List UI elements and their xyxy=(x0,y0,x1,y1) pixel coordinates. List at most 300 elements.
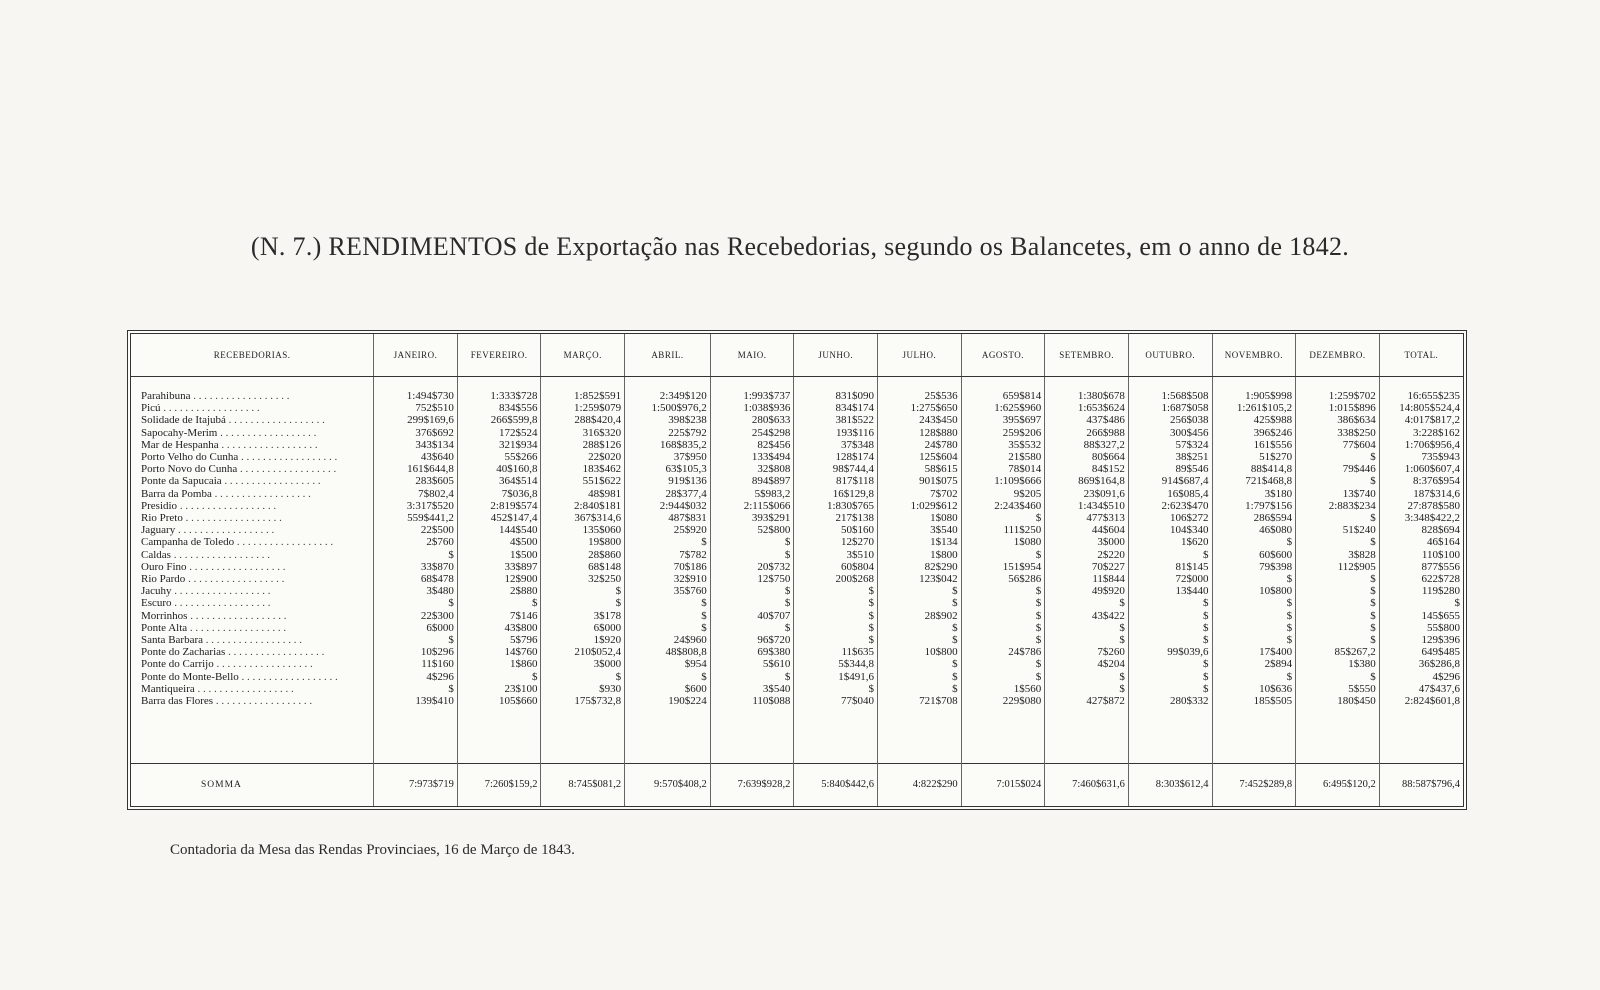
revenue-cell: 7$036,8 xyxy=(457,488,541,500)
total-cell: 7:452$289,8 xyxy=(1212,764,1296,807)
revenue-cell: 367$314,6 xyxy=(541,512,625,524)
recebedoria-name: Porto Novo do Cunha . . . xyxy=(131,463,374,475)
column-header: JANEIRO. xyxy=(374,334,458,377)
recebedoria-name: Mantiqueira . . . xyxy=(131,683,374,695)
revenue-cell: 99$039,6 xyxy=(1128,646,1212,658)
recebedoria-name: Rio Pardo . . . xyxy=(131,573,374,585)
table-row xyxy=(131,500,1463,512)
revenue-cell: 46$080 xyxy=(1212,524,1296,536)
revenue-cell: 259$206 xyxy=(961,427,1045,439)
revenue-cell: $ xyxy=(1128,671,1212,683)
recebedoria-name: Mar de Hespanha . . . xyxy=(131,439,374,451)
revenue-cell: $ xyxy=(1296,634,1380,646)
revenue-cell: 180$450 xyxy=(1296,695,1380,707)
spacer-cell xyxy=(710,377,794,391)
revenue-cell: 2$894 xyxy=(1212,658,1296,670)
revenue-cell: $ xyxy=(625,622,711,634)
revenue-cell: 60$600 xyxy=(1212,549,1296,561)
revenue-cell: 649$485 xyxy=(1421,646,1460,659)
revenue-cell: 1$080 xyxy=(961,536,1045,548)
revenue-cell: $ xyxy=(1296,512,1380,524)
column-header: TOTAL. xyxy=(1379,334,1463,377)
spacer-cell xyxy=(1212,377,1296,391)
revenue-cell: 266$599,8 xyxy=(457,414,541,426)
footer-note: Contadoria da Mesa das Rendas Provinciaes, 16 de Março de 1843. xyxy=(170,842,575,858)
spacer-cell xyxy=(457,707,541,763)
total-cell: 5:840$442,6 xyxy=(794,764,878,807)
table-row xyxy=(131,512,1463,524)
revenue-cell: 869$164,8 xyxy=(1045,475,1129,487)
revenue-cell: 225$792 xyxy=(625,427,711,439)
revenue-cell: 2$220 xyxy=(1045,549,1129,561)
revenue-cell: 48$981 xyxy=(541,488,625,500)
revenue-cell: 16$129,8 xyxy=(794,488,878,500)
revenue-cell: 36$286,8 xyxy=(1418,658,1460,671)
revenue-cell: 266$988 xyxy=(1045,427,1129,439)
revenue-cell: 7$260 xyxy=(1045,646,1129,658)
revenue-cell: $ xyxy=(1212,610,1296,622)
table-row xyxy=(131,597,1463,609)
table-row xyxy=(131,536,1463,548)
revenue-cell: 78$014 xyxy=(961,463,1045,475)
revenue-cell: 2:349$120 xyxy=(625,390,711,402)
total-cell: 6:495$120,2 xyxy=(1296,764,1380,807)
revenue-cell: 187$314,6 xyxy=(1413,487,1460,500)
spacer-cell xyxy=(541,707,625,763)
revenue-cell: 77$040 xyxy=(794,695,878,707)
revenue-cell: 721$468,8 xyxy=(1212,475,1296,487)
spacer-cell xyxy=(1045,707,1129,763)
revenue-cell: 55$266 xyxy=(457,451,541,463)
revenue-cell: 427$872 xyxy=(1045,695,1129,707)
recebedoria-name: Ponte do Zacharias . . . xyxy=(131,646,374,658)
revenue-cell: 4:017$817,2 xyxy=(1404,414,1460,427)
revenue-cell: 28$902 xyxy=(878,610,962,622)
revenue-cell: 119$280 xyxy=(1421,585,1460,598)
revenue-cell: 1:109$666 xyxy=(961,475,1045,487)
revenue-cell: 72$000 xyxy=(1128,573,1212,585)
revenue-cell: $ xyxy=(961,622,1045,634)
revenue-cell: 106$272 xyxy=(1128,512,1212,524)
revenue-cell: 217$138 xyxy=(794,512,878,524)
revenue-cell: 831$090 xyxy=(794,390,878,402)
spacer-cell xyxy=(625,707,711,763)
table-row xyxy=(131,451,1463,463)
revenue-cell: $ xyxy=(1212,536,1296,548)
revenue-cell: 23$091,6 xyxy=(1045,488,1129,500)
revenue-cell: 44$604 xyxy=(1045,524,1129,536)
column-header: ABRIL. xyxy=(625,334,711,377)
table-row xyxy=(131,695,1463,707)
spacer-cell xyxy=(878,377,962,391)
revenue-cell: 175$732,8 xyxy=(541,695,625,707)
revenue-cell: 14:805$524,4 xyxy=(1399,402,1460,415)
revenue-cell: 1$800 xyxy=(878,549,962,561)
revenue-cell: $ xyxy=(1128,622,1212,634)
revenue-cell: 280$633 xyxy=(710,414,794,426)
revenue-cell: 2:115$066 xyxy=(710,500,794,512)
recebedoria-name: Campanha de Toledo . . . xyxy=(131,536,374,548)
revenue-cell: 321$934 xyxy=(457,439,541,451)
recebedoria-name: Sapocahy-Merim . . . xyxy=(131,427,374,439)
spacer-cell xyxy=(878,707,962,763)
page-title: (N. 7.) RENDIMENTOS de Exportação nas Recebedorias, segundo os Balancetes, em o anno de 1842. xyxy=(250,232,1350,261)
revenue-cell: 28$377,4 xyxy=(625,488,711,500)
revenue-cell: 364$514 xyxy=(457,475,541,487)
recebedoria-name: Escuro . . . xyxy=(131,597,374,609)
revenue-cell: 3$180 xyxy=(1212,488,1296,500)
revenue-cell: 183$462 xyxy=(541,463,625,475)
column-header: FEVEREIRO. xyxy=(457,334,541,377)
spacer-cell xyxy=(1379,707,1463,763)
revenue-cell: $ xyxy=(1045,683,1129,695)
revenue-cell: 3$510 xyxy=(794,549,878,561)
table-body xyxy=(131,377,1463,807)
revenue-cell: 12$750 xyxy=(710,573,794,585)
recebedoria-name: Jacuhy . . . xyxy=(131,585,374,597)
revenue-cell: 1:259$702 xyxy=(1296,390,1380,402)
recebedoria-name: Solidade de Itajubá . . . xyxy=(131,414,374,426)
revenue-cell: $ xyxy=(794,597,878,609)
revenue-cell: 381$522 xyxy=(794,414,878,426)
revenue-cell: $ xyxy=(1454,597,1460,610)
revenue-cell: 139$410 xyxy=(374,695,458,707)
revenue-cell: 398$238 xyxy=(625,414,711,426)
total-cell: 7:973$719 xyxy=(374,764,458,807)
revenue-cell: $ xyxy=(1128,597,1212,609)
revenue-cell: 914$687,4 xyxy=(1128,475,1212,487)
total-cell: 7:015$024 xyxy=(961,764,1045,807)
revenue-cell: 5$983,2 xyxy=(710,488,794,500)
revenue-cell: 135$060 xyxy=(541,524,625,536)
revenue-cell: 24$780 xyxy=(878,439,962,451)
revenue-table-frame xyxy=(127,330,1467,810)
table-row xyxy=(131,573,1463,585)
revenue-cell: 32$250 xyxy=(541,573,625,585)
revenue-cell: 721$708 xyxy=(878,695,962,707)
revenue-cell: 3$480 xyxy=(374,585,458,597)
revenue-cell: 88$327,2 xyxy=(1045,439,1129,451)
revenue-cell: 1$500 xyxy=(457,549,541,561)
table-row xyxy=(131,488,1463,500)
revenue-cell: $ xyxy=(961,512,1045,524)
revenue-cell: 16:655$235 xyxy=(1407,390,1460,402)
column-header: SETEMBRO. xyxy=(1045,334,1129,377)
revenue-cell: $ xyxy=(1128,634,1212,646)
revenue-cell: 1:038$936 xyxy=(710,402,794,414)
revenue-cell: 894$897 xyxy=(710,475,794,487)
revenue-cell: 7$782 xyxy=(625,549,711,561)
revenue-cell: 12$900 xyxy=(457,573,541,585)
revenue-cell: 2$760 xyxy=(374,536,458,548)
revenue-cell: 622$728 xyxy=(1421,573,1460,586)
revenue-cell: $ xyxy=(878,658,962,670)
total-cell: 7:260$159,2 xyxy=(457,764,541,807)
revenue-cell: 68$148 xyxy=(541,561,625,573)
revenue-cell: 2:243$460 xyxy=(961,500,1045,512)
revenue-cell: $ xyxy=(961,658,1045,670)
revenue-cell: 1:905$998 xyxy=(1212,390,1296,402)
total-cell: 9:570$408,2 xyxy=(625,764,711,807)
revenue-cell: 19$800 xyxy=(541,536,625,548)
revenue-cell: 1:275$650 xyxy=(878,402,962,414)
revenue-cell: 1:261$105,2 xyxy=(1212,402,1296,414)
table-row xyxy=(131,414,1463,426)
column-header: MAIO. xyxy=(710,334,794,377)
revenue-cell: 300$456 xyxy=(1128,427,1212,439)
revenue-cell: 68$478 xyxy=(374,573,458,585)
revenue-cell: 1:380$678 xyxy=(1045,390,1129,402)
revenue-cell: 79$398 xyxy=(1212,561,1296,573)
revenue-cell: $ xyxy=(878,683,962,695)
revenue-cell: 43$640 xyxy=(374,451,458,463)
spacer-cell xyxy=(1296,707,1380,763)
revenue-cell: 1:015$896 xyxy=(1296,402,1380,414)
recebedoria-name: Ponte da Sapucaia . . . xyxy=(131,475,374,487)
revenue-cell: 25$920 xyxy=(625,524,711,536)
revenue-cell: $ xyxy=(1296,622,1380,634)
revenue-cell: 69$380 xyxy=(710,646,794,658)
revenue-cell: 11$635 xyxy=(794,646,878,658)
revenue-cell: 16$085,4 xyxy=(1128,488,1212,500)
revenue-cell: 10$636 xyxy=(1212,683,1296,695)
spacer-cell xyxy=(794,377,878,391)
revenue-cell: $ xyxy=(1128,549,1212,561)
revenue-cell: $ xyxy=(1296,597,1380,609)
revenue-cell: 1:060$607,4 xyxy=(1404,463,1460,476)
revenue-cell: 77$604 xyxy=(1296,439,1380,451)
revenue-cell: $ xyxy=(541,671,625,683)
revenue-cell: 105$660 xyxy=(457,695,541,707)
revenue-cell: 425$988 xyxy=(1212,414,1296,426)
column-header: JUNHO. xyxy=(794,334,878,377)
revenue-cell: $ xyxy=(374,683,458,695)
spacer-cell xyxy=(1296,377,1380,391)
revenue-cell: 145$655 xyxy=(1421,609,1460,622)
revenue-cell: 161$556 xyxy=(1212,439,1296,451)
column-header-recebedorias: RECEBEDORIAS. xyxy=(131,334,374,377)
table-header-row xyxy=(131,334,1463,377)
revenue-cell: 1$920 xyxy=(541,634,625,646)
revenue-cell: 437$486 xyxy=(1045,414,1129,426)
recebedoria-name: Barra das Flores . . . xyxy=(131,695,374,707)
revenue-cell: 32$910 xyxy=(625,573,711,585)
totals-row xyxy=(131,764,1463,807)
table-row xyxy=(131,463,1463,475)
revenue-cell: 11$160 xyxy=(374,658,458,670)
revenue-cell: 817$118 xyxy=(794,475,878,487)
revenue-cell: 11$844 xyxy=(1045,573,1129,585)
recebedoria-name: Presidio . . . xyxy=(131,500,374,512)
revenue-cell: 111$250 xyxy=(961,524,1045,536)
revenue-cell: 144$540 xyxy=(457,524,541,536)
revenue-cell: 123$042 xyxy=(878,573,962,585)
spacer-cell xyxy=(374,707,458,763)
column-header: NOVEMBRO. xyxy=(1212,334,1296,377)
revenue-cell: 58$615 xyxy=(878,463,962,475)
revenue-cell: 7$146 xyxy=(457,610,541,622)
revenue-cell: $600 xyxy=(625,683,711,695)
table-row xyxy=(131,622,1463,634)
revenue-cell: 79$446 xyxy=(1296,463,1380,475)
revenue-cell: 22$300 xyxy=(374,610,458,622)
revenue-cell: 1:797$156 xyxy=(1212,500,1296,512)
revenue-cell: $ xyxy=(794,683,878,695)
revenue-cell: 133$494 xyxy=(710,451,794,463)
revenue-cell: 14$760 xyxy=(457,646,541,658)
revenue-cell: $ xyxy=(878,585,962,597)
revenue-cell: 280$332 xyxy=(1128,695,1212,707)
recebedoria-name: Picú . . . xyxy=(131,402,374,414)
revenue-cell: 1:333$728 xyxy=(457,390,541,402)
revenue-cell: 1:852$591 xyxy=(541,390,625,402)
revenue-cell: 229$080 xyxy=(961,695,1045,707)
revenue-cell: 25$536 xyxy=(878,390,962,402)
revenue-cell: $ xyxy=(374,634,458,646)
total-cell: 7:460$631,6 xyxy=(1045,764,1129,807)
revenue-cell: $ xyxy=(625,597,711,609)
revenue-cell: 551$622 xyxy=(541,475,625,487)
revenue-cell: 6$000 xyxy=(374,622,458,634)
revenue-cell: $ xyxy=(1296,536,1380,548)
table-row xyxy=(131,634,1463,646)
revenue-cell: 88$414,8 xyxy=(1212,463,1296,475)
revenue-cell: 1$620 xyxy=(1128,536,1212,548)
revenue-cell: $ xyxy=(1296,451,1380,463)
revenue-cell: $ xyxy=(625,671,711,683)
revenue-cell: 3:317$520 xyxy=(374,500,458,512)
revenue-cell: 6$000 xyxy=(541,622,625,634)
revenue-cell: 49$920 xyxy=(1045,585,1129,597)
revenue-cell: 43$800 xyxy=(457,622,541,634)
column-header: DEZEMBRO. xyxy=(1296,334,1380,377)
revenue-cell: 286$594 xyxy=(1212,512,1296,524)
revenue-cell: 40$160,8 xyxy=(457,463,541,475)
recebedoria-name: Jaguary . . . xyxy=(131,524,374,536)
revenue-cell: $ xyxy=(1296,585,1380,597)
revenue-cell: 1$560 xyxy=(961,683,1045,695)
spacer-cell xyxy=(961,377,1045,391)
revenue-cell: 7$802,4 xyxy=(374,488,458,500)
revenue-cell: 38$251 xyxy=(1128,451,1212,463)
revenue-cell: 2:819$574 xyxy=(457,500,541,512)
revenue-cell: 82$456 xyxy=(710,439,794,451)
revenue-cell: 1:653$624 xyxy=(1045,402,1129,414)
table-row xyxy=(131,610,1463,622)
revenue-cell: 12$270 xyxy=(794,536,878,548)
revenue-cell: 63$105,3 xyxy=(625,463,711,475)
revenue-cell: 190$224 xyxy=(625,695,711,707)
revenue-cell: 210$052,4 xyxy=(541,646,625,658)
total-cell: 4:822$290 xyxy=(878,764,962,807)
table-row xyxy=(131,683,1463,695)
revenue-cell: 89$546 xyxy=(1128,463,1212,475)
revenue-cell: 82$290 xyxy=(878,561,962,573)
revenue-cell: 104$340 xyxy=(1128,524,1212,536)
revenue-cell: 376$692 xyxy=(374,427,458,439)
spacer-cell xyxy=(457,377,541,391)
revenue-cell: 2:944$032 xyxy=(625,500,711,512)
table-row xyxy=(131,524,1463,536)
revenue-cell: $ xyxy=(1212,671,1296,683)
revenue-cell: $ xyxy=(1128,610,1212,622)
table-row xyxy=(131,585,1463,597)
revenue-cell: 70$227 xyxy=(1045,561,1129,573)
revenue-cell: $ xyxy=(625,536,711,548)
revenue-cell: $ xyxy=(1296,610,1380,622)
recebedoria-name: Santa Barbara . . . xyxy=(131,634,374,646)
revenue-cell: 21$580 xyxy=(961,451,1045,463)
spacer-cell xyxy=(1128,707,1212,763)
revenue-cell: 5$344,8 xyxy=(794,658,878,670)
revenue-cell: $ xyxy=(961,634,1045,646)
revenue-cell: 17$400 xyxy=(1212,646,1296,658)
revenue-cell: $ xyxy=(1045,622,1129,634)
revenue-cell: 10$800 xyxy=(1212,585,1296,597)
revenue-cell: $ xyxy=(878,597,962,609)
revenue-cell: 47$437,6 xyxy=(1418,682,1460,695)
revenue-cell: 395$697 xyxy=(961,414,1045,426)
revenue-cell: $ xyxy=(710,671,794,683)
total-cell: 8:745$081,2 xyxy=(541,764,625,807)
recebedoria-name: Barra da Pomba . . . xyxy=(131,488,374,500)
revenue-cell: 1$380 xyxy=(1296,658,1380,670)
revenue-cell: 283$605 xyxy=(374,475,458,487)
column-header: JULHO. xyxy=(878,334,962,377)
revenue-cell: 43$422 xyxy=(1045,610,1129,622)
revenue-cell: $ xyxy=(625,610,711,622)
revenue-cell: 3$540 xyxy=(710,683,794,695)
revenue-cell: 13$440 xyxy=(1128,585,1212,597)
revenue-cell: 1:706$956,4 xyxy=(1404,438,1460,451)
revenue-cell: 3$000 xyxy=(541,658,625,670)
table-row xyxy=(131,439,1463,451)
revenue-cell: 125$604 xyxy=(878,451,962,463)
revenue-cell: $ xyxy=(1296,671,1380,683)
revenue-cell: $ xyxy=(541,585,625,597)
revenue-cell: 37$348 xyxy=(794,439,878,451)
revenue-cell: 487$831 xyxy=(625,512,711,524)
revenue-cell: 110$088 xyxy=(710,695,794,707)
revenue-cell: 3:348$422,2 xyxy=(1404,512,1460,525)
column-header: MARÇO. xyxy=(541,334,625,377)
revenue-cell: 901$075 xyxy=(878,475,962,487)
revenue-cell: 1:993$737 xyxy=(710,390,794,402)
revenue-cell: 10$800 xyxy=(878,646,962,658)
total-cell: 88:587$796,4 xyxy=(1379,764,1463,807)
revenue-cell: 396$246 xyxy=(1212,427,1296,439)
revenue-cell: 33$870 xyxy=(374,561,458,573)
revenue-cell: 4$204 xyxy=(1045,658,1129,670)
revenue-cell: 37$950 xyxy=(625,451,711,463)
revenue-cell: 1$080 xyxy=(878,512,962,524)
revenue-cell: $ xyxy=(1212,634,1296,646)
revenue-cell: $ xyxy=(961,585,1045,597)
revenue-cell: 316$320 xyxy=(541,427,625,439)
spacer-cell xyxy=(710,707,794,763)
revenue-cell: 172$524 xyxy=(457,427,541,439)
revenue-cell: 13$740 xyxy=(1296,488,1380,500)
revenue-cell: $ xyxy=(1045,671,1129,683)
revenue-cell: 288$420,4 xyxy=(541,414,625,426)
revenue-cell: 2:840$181 xyxy=(541,500,625,512)
revenue-cell: 110$100 xyxy=(1421,548,1460,561)
revenue-cell: 2$880 xyxy=(457,585,541,597)
table-row xyxy=(131,646,1463,658)
spacer-row xyxy=(131,707,1463,763)
revenue-table xyxy=(131,334,1463,806)
revenue-cell: 4$296 xyxy=(374,671,458,683)
